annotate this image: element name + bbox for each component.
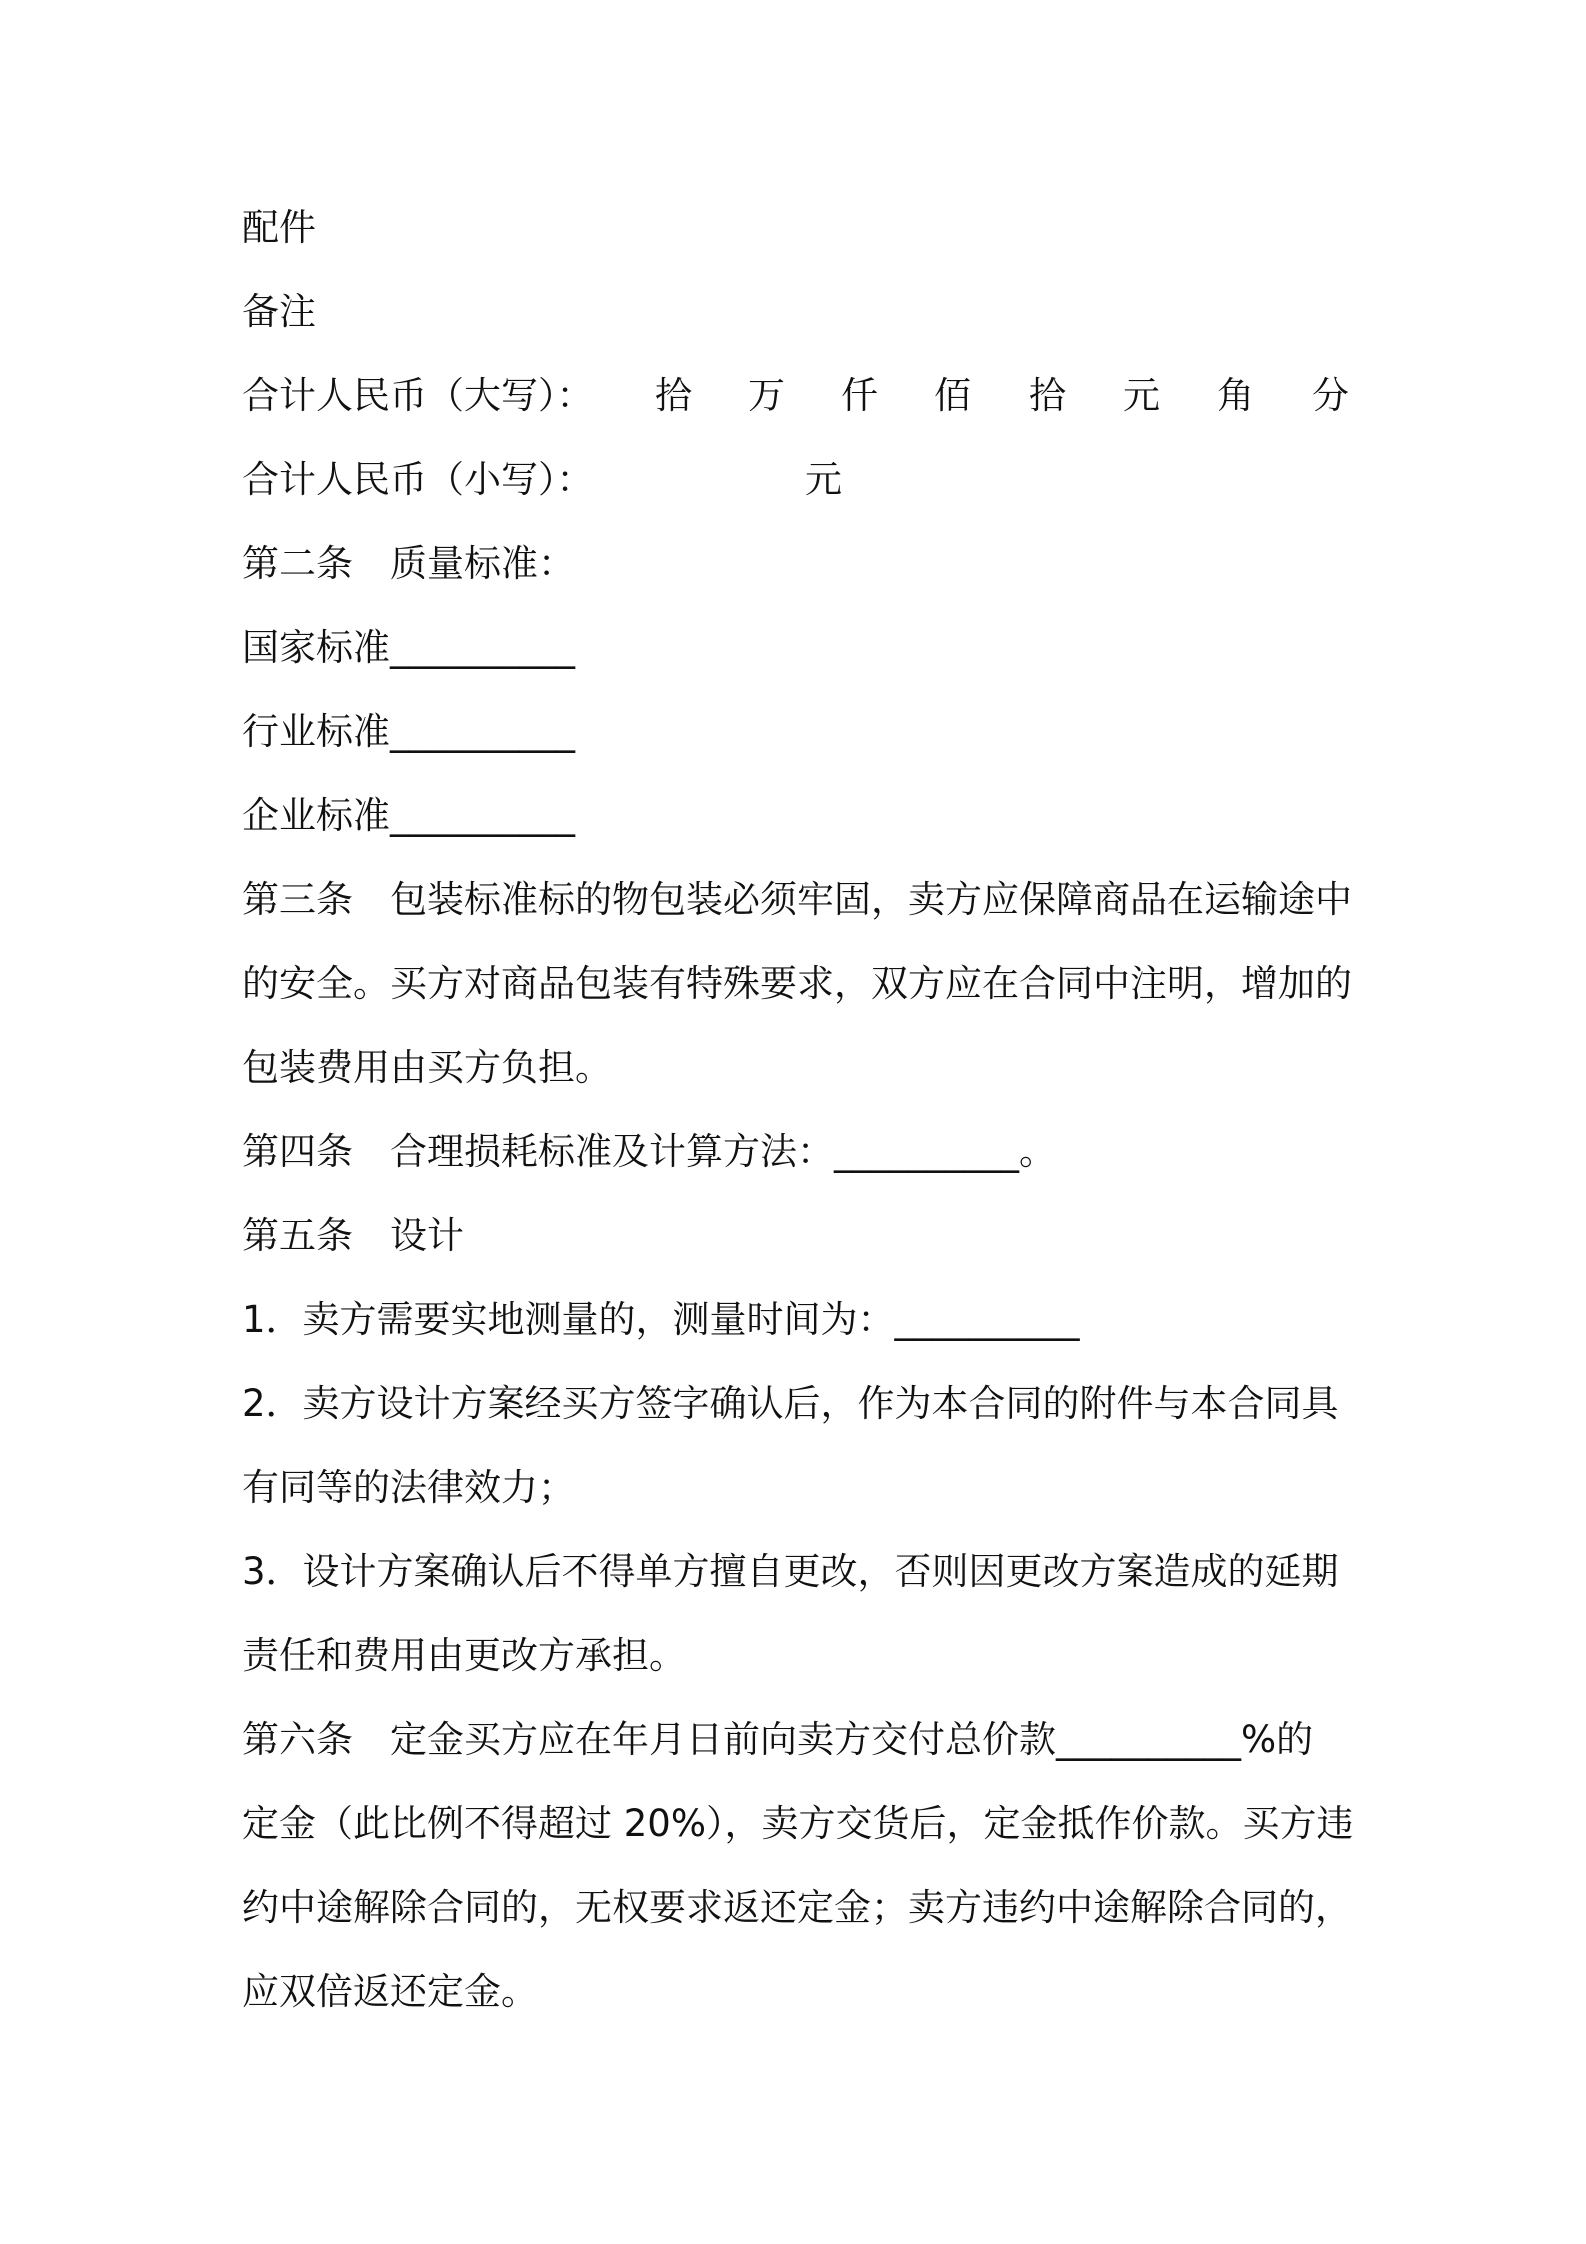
total-lowercase-label: 合计人民币（小写）： — [242, 458, 594, 501]
total-lowercase-row — [242, 458, 1352, 502]
unit-fen: 分 — [1312, 374, 1349, 417]
unit-shi: 拾 — [655, 374, 692, 417]
article-5-item-2-line-1: 2．卖方设计方案经买方签字确认后，作为本合同的附件与本合同具 — [242, 1382, 1339, 1425]
accessories-label: 配件 — [242, 206, 316, 249]
article-5-item-2-line-2: 有同等的法律效力； — [242, 1466, 575, 1509]
article-6-line-4: 应双倍返还定金。 — [242, 1970, 538, 2013]
article-5-item-3-line-1: 3．设计方案确认后不得单方擅自更改，否则因更改方案造成的延期 — [242, 1550, 1339, 1593]
unit-yuan: 元 — [1123, 374, 1160, 417]
article-6-line-2: 定金（此比例不得超过 20%），卖方交货后，定金抵作价款。买方违 — [242, 1802, 1354, 1845]
enterprise-standard-field: 企业标准__________ — [242, 794, 575, 837]
remarks-label: 备注 — [242, 290, 316, 333]
article-3-line-2: 的安全。买方对商品包装有特殊要求，双方应在合同中注明，增加的 — [242, 962, 1352, 1005]
unit-bai: 佰 — [934, 374, 971, 417]
article-3-line-3: 包装费用由买方负担。 — [242, 1046, 612, 1089]
industry-standard-field: 行业标准__________ — [242, 710, 575, 753]
unit-jiao: 角 — [1217, 374, 1254, 417]
total-uppercase-label: 合计人民币（大写）： — [242, 374, 594, 417]
article-5-title: 第五条 设计 — [242, 1214, 464, 1257]
total-uppercase-units — [242, 374, 1352, 418]
article-5-item-1: 1．卖方需要实地测量的，测量时间为：__________ — [242, 1298, 1080, 1341]
national-standard-field: 国家标准__________ — [242, 626, 575, 669]
unit-wan: 万 — [748, 374, 785, 417]
article-6-line-3: 约中途解除合同的，无权要求返还定金；卖方违约中途解除合同的， — [242, 1886, 1352, 1929]
article-4: 第四条 合理损耗标准及计算方法：__________。 — [242, 1130, 1056, 1173]
total-lowercase-unit: 元 — [805, 458, 842, 501]
article-5-item-3-line-2: 责任和费用由更改方承担。 — [242, 1634, 686, 1677]
article-6-line-1: 第六条 定金买方应在年月日前向卖方交付总价款__________%的 — [242, 1718, 1314, 1761]
article-2-title: 第二条 质量标准： — [242, 542, 575, 585]
unit-shi-2: 拾 — [1029, 374, 1066, 417]
article-3-line-1: 第三条 包装标准标的物包装必须牢固，卖方应保障商品在运输途中 — [242, 878, 1352, 921]
total-uppercase-row — [242, 374, 1352, 418]
unit-qian: 仟 — [841, 374, 878, 417]
